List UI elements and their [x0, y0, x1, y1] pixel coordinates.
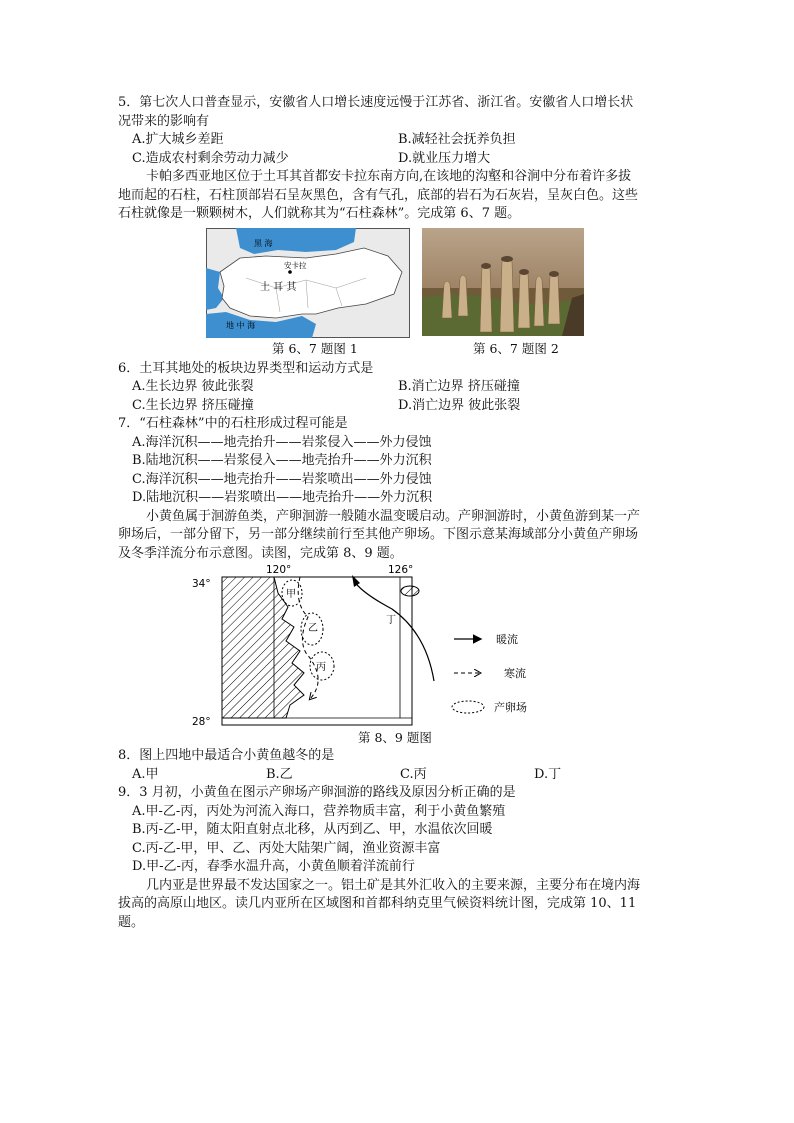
q6-options-row1: [118, 378, 678, 397]
q8-options: [118, 766, 678, 785]
q9-option-b: B.丙-乙-甲，随太阳直射点北移，从丙到乙、甲，水温依次回暖: [132, 822, 493, 837]
fig89-caption: 第 8、9 题图: [358, 730, 432, 745]
q5-option-d: D.就业压力增大: [398, 150, 491, 166]
fig67-row: [118, 228, 678, 340]
legend-spawn-label: 产卵场: [494, 701, 527, 714]
q5-stem-line2: 况带来的影响有: [118, 113, 210, 129]
q7-option-d: D.陆地沉积——岩浆喷出——地壳抬升——外力沉积: [132, 490, 433, 505]
q6-option-d: D.消亡边界 彼此张裂: [398, 397, 521, 413]
bing-label: 丙: [316, 662, 326, 673]
fig2-caption: 第 6、7 题图 2: [473, 340, 559, 356]
intro67-line1: 卡帕多西亚地区位于土耳其首都安卡拉东南方向,在该地的沟壑和谷涧中分布着许多拔: [146, 169, 632, 184]
turkey-label: 土 耳 其: [260, 281, 297, 293]
q7-option-b: B.陆地沉积——岩浆侵入——地壳抬升——外力沉积: [132, 453, 432, 468]
lon-120-label: 120°: [266, 564, 292, 576]
intro89-line3: 及冬季洋流分布示意图。读图，完成第 8、9 题。: [118, 545, 403, 561]
legend-cold-label: 寒流: [504, 667, 526, 680]
fig89-block: [118, 563, 678, 747]
q6-option-c: C.生长边界 挤压碰撞: [132, 397, 254, 413]
q5-options-row1: [118, 131, 678, 150]
legend-warm-label: 暖流: [496, 633, 518, 646]
lat-28-label: 28°: [192, 716, 211, 728]
mediterranean-label: 地 中 海: [226, 320, 256, 330]
intro1011-line2: 拔高的高原山地区。读几内亚所在区域图和首都科纳克里气候资料统计图，完成第 10、11: [118, 896, 637, 911]
q9-option-a: A.甲-乙-丙，丙处为河流入海口，营养物质丰富，利于小黄鱼繁殖: [132, 803, 506, 819]
q5-option-c: C.造成农村剩余劳动力减少: [132, 150, 289, 166]
q7-option-a: A.海洋沉积——地壳抬升——岩浆侵入——外力侵蚀: [132, 434, 432, 450]
jia-label: 甲: [286, 589, 296, 600]
q9-option-c: C.丙-乙-甲，甲、乙、丙处大陆架广阔，渔业资源丰富: [132, 840, 441, 856]
intro67-line2: 地而起的石柱，石柱顶部岩石呈灰黑色，含有气孔，底部的岩石为石灰岩，呈灰白色。这些: [118, 187, 639, 203]
q8-stem: 8．图上四地中最适合小黄鱼越冬的是: [118, 748, 335, 763]
stone-forest-photo: [422, 228, 584, 336]
q6-option-b: B.消亡边界 挤压碰撞: [398, 379, 520, 394]
lat-34-label: 34°: [192, 578, 211, 590]
fig1-caption: 第 6、7 题图 1: [272, 340, 358, 356]
q8-option-b: B.乙: [266, 766, 293, 782]
lon-126-label: 126°: [388, 564, 414, 576]
q5-stem-line1: 5．第七次人口普查显示，安徽省人口增长速度远慢于江苏省、浙江省。安徽省人口增长状: [118, 95, 634, 110]
q8-option-a: A.甲: [132, 766, 159, 782]
q6-options-row2: [118, 397, 678, 416]
q9-stem: 9．3 月初，小黄鱼在图示产卵场产卵洄游的路线及原因分析正确的是: [118, 785, 516, 800]
q5-options-row2: [118, 150, 678, 169]
q7-stem: 7．“石柱森林”中的石柱形成过程可能是: [118, 416, 348, 431]
q9-option-d: D.甲-乙-丙，春季水温升高，小黄鱼顺着洋流前行: [132, 859, 415, 874]
black-sea-label: 黑 海: [254, 238, 273, 248]
ding-label: 丁: [386, 615, 396, 626]
q7-option-c: C.海洋沉积——地壳抬升——岩浆喷出——外力侵蚀: [132, 471, 432, 487]
q5-option-a: A.扩大城乡差距: [132, 132, 224, 147]
intro1011-line3: 题。: [118, 914, 145, 930]
ankara-dot: [288, 270, 292, 274]
q6-option-a: A.生长边界 彼此张裂: [132, 379, 254, 394]
q8-option-d: D.丁: [534, 766, 562, 782]
spawn-ding: [401, 586, 419, 596]
turkey-map: [206, 228, 410, 338]
q8-option-c: C.丙: [400, 766, 427, 782]
intro89-line2: 卵场后，一部分留下，另一部分继续前行至其他产卵场。下图示意某海域部分小黄鱼产卵场: [118, 527, 639, 542]
q5-option-b: B.减轻社会抚养负担: [398, 132, 516, 147]
exam-page: [118, 94, 678, 932]
q6-stem: 6．土耳其地处的板块边界类型和运动方式是: [118, 360, 374, 376]
yellow-croaker-map: [182, 563, 582, 745]
intro67-line3: 石柱就像是一颗颗树木，人们就称其为“石柱森林”。完成第 6、7 题。: [118, 206, 521, 221]
fig67-captions: [118, 340, 678, 360]
intro1011-line1: 几内亚是世界最不发达国家之一。铝土矿是其外汇收入的主要来源，主要分布在境内海: [146, 877, 641, 893]
ankara-label: 安卡拉: [284, 260, 307, 270]
yi-label: 乙: [308, 623, 318, 634]
intro89-line1: 小黄鱼属于洄游鱼类，产卵洄游一般随水温变暖启动。产卵洄游时，小黄鱼游到某一产: [146, 508, 641, 524]
